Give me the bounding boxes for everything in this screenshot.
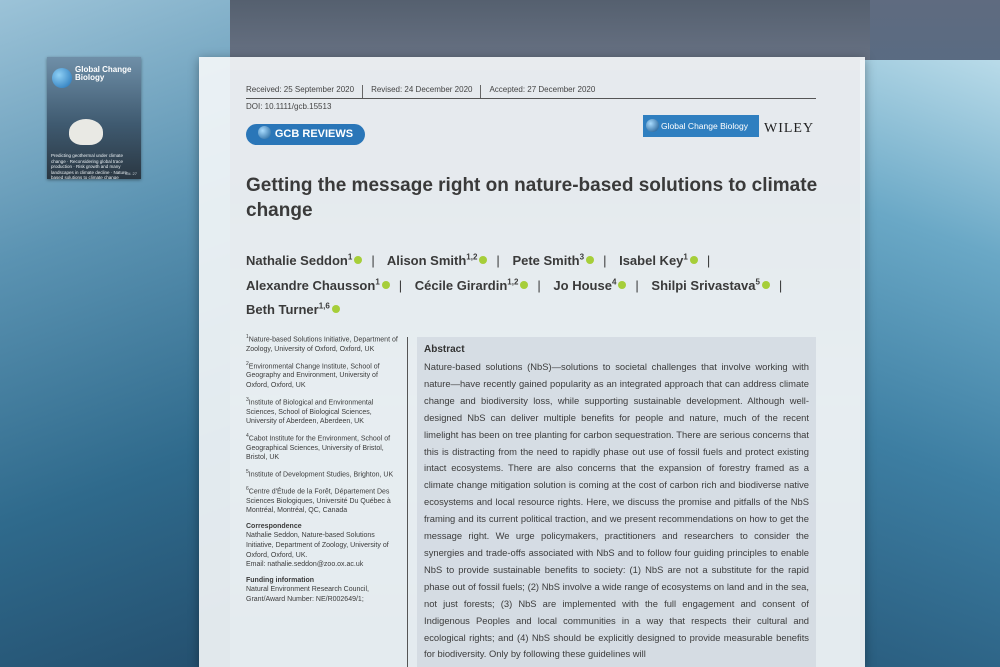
section-badge-label: GCB REVIEWS — [274, 128, 354, 140]
affiliation-text: Environmental Change Institute, School of Geography and Environment, University of Oxford, Oxford, UK — [246, 362, 380, 390]
author-name-text: Nathalie Seddon — [246, 253, 348, 269]
author-affiliation-number: 1,2 — [466, 253, 478, 262]
author-name[interactable] — [246, 278, 390, 293]
author-name-text: Alexandre Chausson — [246, 277, 376, 293]
affiliations-sidebar — [246, 333, 398, 605]
publisher-logo: WILEY — [764, 121, 815, 136]
author-name-text: Isabel Key — [619, 253, 684, 269]
funding-heading: Funding information — [246, 576, 315, 584]
affiliation-text: Centre d'Étude de la Forêt, Département Des Sciences Biologiques, Université Du Québec à Montréal, Montréal, QC, Canada — [246, 488, 391, 515]
author-affiliation-number: 5 — [755, 277, 760, 287]
affiliation-item — [246, 468, 398, 480]
affiliation-number: 2 — [246, 360, 249, 367]
affiliation-text: Cabot Institute for the Environment, School of Geographical Sciences, University of Bristol, Bristol, UK — [246, 435, 391, 462]
orcid-icon[interactable] — [332, 305, 340, 313]
bird-image — [69, 119, 103, 145]
orcid-icon[interactable] — [520, 281, 528, 289]
author-name[interactable] — [651, 278, 770, 293]
author-separator: | — [778, 277, 783, 293]
header-divider — [246, 98, 816, 99]
author-separator: | — [706, 253, 711, 269]
author-name-text: Alison Smith — [386, 253, 467, 269]
affiliation-item — [246, 432, 398, 463]
author-affiliation-number: 1 — [683, 253, 688, 262]
accepted-date: Accepted: 27 December 2020 — [480, 85, 603, 99]
correspondence-heading: Correspondence — [246, 522, 302, 530]
abstract-box — [417, 337, 816, 667]
author-list — [246, 247, 806, 320]
journal-logo-label: Global Change Biology — [661, 121, 748, 131]
author-separator: | — [371, 253, 375, 269]
author-affiliation-number: 1 — [347, 253, 353, 262]
cover-footer: Vol. 27 — [124, 171, 137, 176]
author-name[interactable] — [512, 253, 594, 268]
author-name[interactable] — [415, 278, 529, 293]
author-affiliation-number: 1 — [375, 277, 380, 287]
journal-logo — [643, 115, 759, 137]
author-separator: | — [603, 253, 607, 269]
author-separator: | — [398, 277, 403, 293]
orcid-icon[interactable] — [382, 281, 390, 289]
column-divider — [407, 337, 408, 667]
abstract-heading: Abstract — [424, 344, 465, 355]
author-affiliation-number: 3 — [579, 253, 585, 262]
author-name[interactable] — [387, 253, 488, 268]
affiliation-number: 6 — [246, 485, 249, 492]
author-name-text: Beth Turner — [246, 301, 319, 317]
affiliation-item — [246, 396, 398, 427]
author-name-text: Jo House — [553, 277, 612, 293]
affiliation-number: 5 — [246, 468, 249, 475]
author-name[interactable] — [246, 253, 362, 268]
revised-date: Revised: 24 December 2020 — [362, 85, 480, 99]
orcid-icon[interactable] — [354, 256, 362, 264]
author-separator: | — [537, 277, 541, 293]
author-name[interactable] — [553, 278, 626, 293]
cover-journal-title: Global Change Biology — [75, 65, 132, 82]
correspondence-email[interactable]: Email: nathalie.seddon@zoo.ox.ac.uk — [246, 561, 364, 569]
author-separator: | — [635, 277, 639, 293]
background-iceberg-right — [860, 60, 1000, 667]
author-name[interactable] — [619, 253, 698, 268]
affiliation-text: Institute of Biological and Environmental Sciences, School of Biological Sciences, University of Aberdeen, Aberdeen, UK — [246, 398, 374, 426]
author-affiliation-number: 1,6 — [318, 301, 330, 311]
section-badge — [246, 124, 365, 145]
author-name-text: Pete Smith — [512, 253, 580, 269]
affiliation-text: Nature-based Solutions Initiative, Department of Zoology, University of Oxford, Oxford, UK — [246, 336, 398, 353]
article-dates — [246, 85, 816, 99]
affiliation-number: 4 — [246, 432, 249, 439]
orcid-icon[interactable] — [479, 256, 487, 264]
cover-contents: Predicting geothermal under climate change · Reconsidering global trace production · Risk growth and many landscapes in climate decline · Nature-based solutions to climate change — [51, 153, 129, 179]
globe-icon — [258, 126, 271, 139]
author-name-text: Shilpi Srivastava — [651, 277, 756, 293]
author-affiliation-number: 4 — [611, 277, 617, 287]
doi[interactable]: DOI: 10.1111/gcb.15513 — [246, 102, 332, 111]
affiliation-item — [246, 485, 398, 516]
author-name[interactable] — [246, 302, 340, 317]
affiliation-item — [246, 333, 398, 355]
author-separator: | — [496, 253, 500, 269]
article-page — [199, 57, 865, 667]
affiliation-text: Institute of Development Studies, Brighton, UK — [248, 471, 394, 479]
affiliation-number: 1 — [246, 334, 249, 340]
globe-icon — [646, 119, 659, 132]
affiliation-number: 3 — [246, 396, 249, 403]
affiliation-item — [246, 360, 398, 391]
abstract-text: Nature-based solutions (NbS)—solutions to societal challenges that involve working with nature—have recently gained popularity as an integrated approach that can address climate change and biodiversity loss, while supporting sustainable development. Although well-designed NbS can deliver multiple benefits for people and nature, much of the recent limelight has been on tree planting for carbon sequestration. There are serious concerns that this is distracting from the need to rapidly phase out use of fossil fuels and protect existing intact ecosystems. There are also concerns that the expansion of forestry framed as a climate change mitigation solution is coming at the cost of carbon rich and biodiverse native ecosystems and local resource rights. Here, we discuss the promise and pitfalls of the NbS framing and its current political traction, and we present recommendations on how to get the message right. We urge policymakers, practitioners and researchers to consider the synergies and trade-offs associated with NbS and to follow four guiding principles to enable NbS to provide sustainable benefits to society: (1) NbS are not a substitute for the rapid phase out of fossil fuels; (2) NbS involve a wide range of ecosystems on land and in the sea, not just forests; (3) NbS are implemented with the full engagement and consent of Indigenous Peoples and local communities in a way that respects their cultural and ecological rights; and (4) NbS should be explicitly designed to provide measurable benefits for biodiversity. Only by following these guidelines will — [424, 361, 809, 660]
orcid-icon[interactable] — [618, 281, 626, 289]
orcid-icon[interactable] — [586, 256, 594, 264]
orcid-icon[interactable] — [690, 256, 698, 264]
orcid-icon[interactable] — [762, 281, 770, 289]
article-title: Getting the message right on nature-based solutions to climate change — [246, 175, 818, 221]
globe-logo-icon — [52, 68, 72, 88]
journal-cover-thumbnail — [47, 57, 141, 179]
author-name-text: Cécile Girardin — [414, 277, 508, 293]
received-date: Received: 25 September 2020 — [246, 85, 355, 94]
author-affiliation-number: 1,2 — [507, 277, 519, 287]
funding-text: Natural Environment Research Council, Grant/Award Number: NE/R002649/1; — [246, 586, 369, 604]
affiliation-list — [246, 333, 398, 516]
correspondence-text: Nathalie Seddon, Nature-based Solutions Initiative, Department of Zoology, University of Oxford, Oxford, UK. — [246, 532, 389, 559]
